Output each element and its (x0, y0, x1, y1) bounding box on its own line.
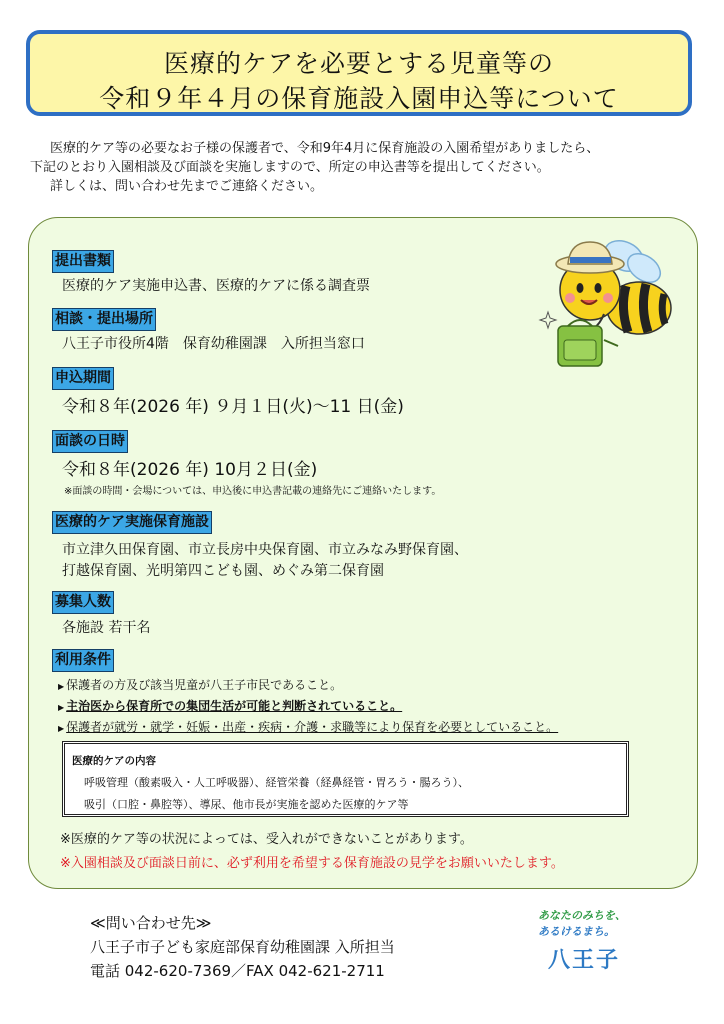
bee-mascot-illustration (534, 228, 684, 378)
contact-department: 八王子市子ども家庭部保育幼稚園課 入所担当 (90, 938, 395, 956)
place-text: 八王子市役所4階 保育幼稚園課 入所担当窓口 (62, 336, 365, 352)
contact-label: ≪問い合わせ先≫ (90, 914, 212, 932)
title-box (26, 30, 692, 116)
intro-line1: 医療的ケア等の必要なお子様の保護者で、令和9年4月に保育施設の入園希望がありましたら、 (50, 141, 600, 156)
condition-item: ▶ 保護者が就労・就学・妊娠・出産・疾病・介護・求職等により保育を必要としていること。 (58, 720, 559, 734)
facilities-line2: 打越保育園、光明第四こども園、めぐみ第二保育園 (62, 563, 384, 579)
page-title-line1: 医療的ケアを必要とする児童等の (163, 49, 554, 78)
arrow-right-icon: ▶ (58, 703, 65, 712)
care-box-heading: 医療的ケアの内容 (72, 755, 156, 767)
section-heading-interview: 面談の日時 (52, 430, 128, 453)
intro-text (30, 139, 704, 196)
logo-city: 八王子 (548, 948, 621, 973)
section-heading-facilities: 医療的ケア実施保育施設 (52, 511, 212, 534)
care-box-line2: 吸引（口腔・鼻腔等）、導尿、他市長が実施を認めた医療的ケア等 (84, 798, 409, 811)
facilities-line1: 市立津久田保育園、市立長房中央保育園、市立みなみ野保育園、 (62, 542, 468, 558)
logo-line1: あなたのみちを、 (538, 909, 626, 922)
interview-note: ※面談の時間・会場については、申込後に申込書記載の連絡先にご連絡いたします。 (64, 486, 442, 497)
intro-line2: 下記のとおり入園相談及び面談を実施しますので、所定の申込書等を提出してください。 (30, 160, 550, 175)
section-heading-capacity: 募集人数 (52, 591, 114, 614)
condition-item: ▶ 保護者の方及び該当児童が八王子市民であること。 (58, 678, 343, 692)
capacity-text: 各施設 若干名 (62, 620, 151, 636)
logo-line2: あるけるまち。 (538, 925, 615, 938)
section-heading-period: 申込期間 (52, 367, 114, 390)
visit-warning-note: ※入園相談及び面談日前に、必ず利用を希望する保育施設の見学をお願いいたします。 (60, 856, 564, 871)
documents-text: 医療的ケア実施申込書、医療的ケアに係る調査票 (62, 278, 370, 294)
contact-phone: 電話 042-620-7369／FAX 042-621-2711 (90, 962, 385, 980)
section-heading-conditions: 利用条件 (52, 649, 114, 672)
care-box-line1: 呼吸管理（酸素吸入・人工呼吸器）、経管栄養（経鼻経管・胃ろう・腸ろう）、 (84, 776, 469, 789)
medical-care-contents-box (62, 741, 629, 817)
period-text: 令和８年(2026 年) ９月１日(火)～11 日(金) (62, 397, 404, 417)
intro-line3: 詳しくは、問い合わせ先までご連絡ください。 (50, 179, 324, 194)
condition-item: ▶ 主治医から保育所での集団生活が可能と判断されていること。 (58, 699, 403, 713)
arrow-right-icon: ▶ (58, 682, 65, 691)
hachioji-city-logo (538, 905, 638, 985)
interview-text: 令和８年(2026 年) 10月２日(金) (62, 460, 318, 480)
section-heading-place: 相談・提出場所 (52, 308, 156, 331)
page-title-line2: 令和９年４月の保育施設入園申込等について (99, 84, 619, 113)
section-heading-documents: 提出書類 (52, 250, 114, 273)
acceptance-note: ※医療的ケア等の状況によっては、受入れができないことがあります。 (60, 832, 473, 847)
arrow-right-icon: ▶ (58, 724, 65, 733)
